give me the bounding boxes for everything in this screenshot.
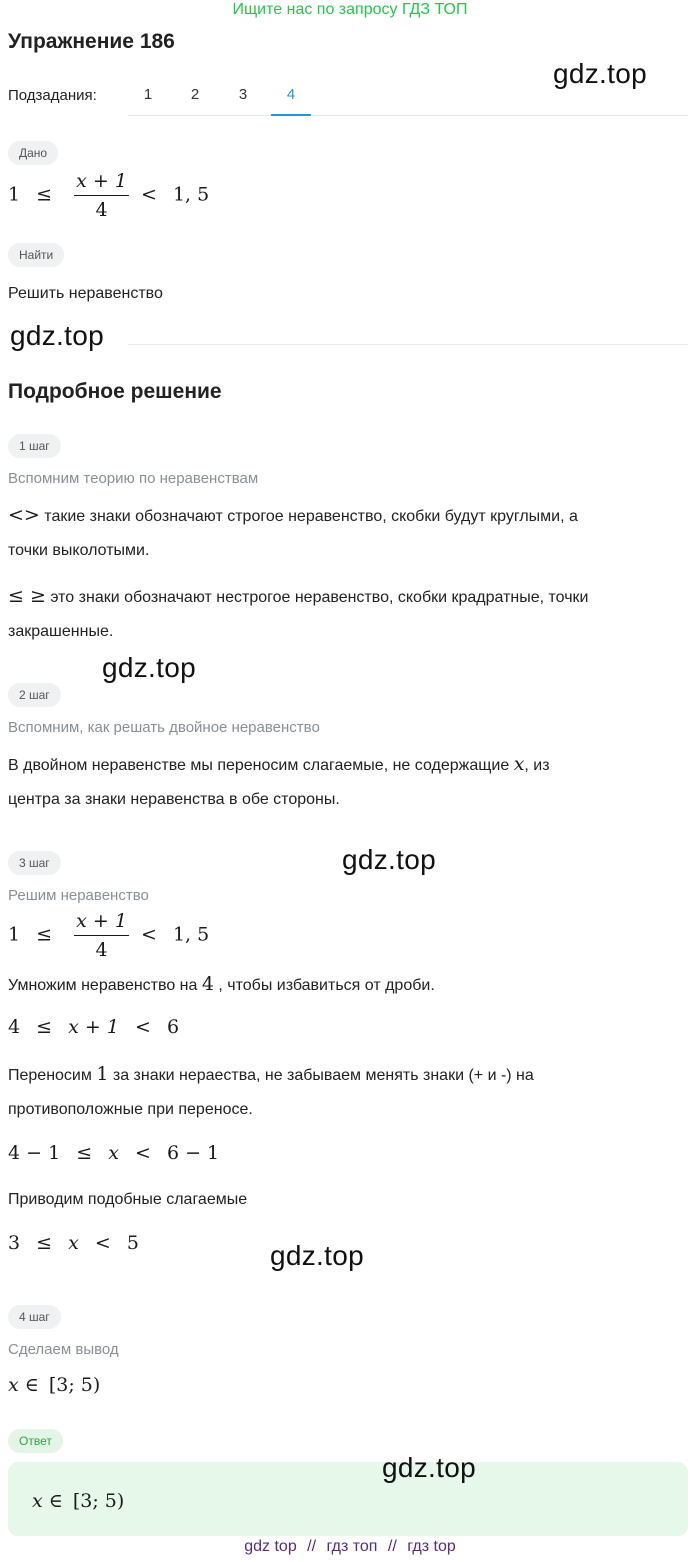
step-1-line-1-cont: точки выколотыми. <box>8 542 150 559</box>
step-3-move-text: Переносим 1 за знаки нераества, не забываем менять знаки (+ и -) на <box>8 1063 534 1085</box>
subtask-tab-3[interactable]: 3 <box>238 86 248 103</box>
footer-separator: // <box>307 1538 317 1555</box>
step-4-result: x ∈ [3; 5) <box>8 1374 101 1396</box>
step-1-pill: 1 шаг <box>8 434 61 458</box>
subtasks-label: Подзадания: <box>8 87 97 104</box>
divider <box>128 344 688 345</box>
page-title: Упражнение 186 <box>8 30 175 53</box>
subtask-tab-1[interactable]: 1 <box>143 86 153 103</box>
footer-separator: // <box>387 1538 397 1555</box>
watermark: gdz.top <box>382 1452 476 1483</box>
watermark: gdz.top <box>553 58 647 89</box>
step-3-inequality-2: 4 ≤ x + 1 < 6 <box>8 1016 180 1038</box>
footer-link-gdz-top[interactable]: gdz top <box>244 1538 297 1555</box>
top-banner[interactable]: Ищите нас по запросу ГДЗ ТОП <box>232 1 468 18</box>
step-2-pill: 2 шаг <box>8 683 61 707</box>
step-3-simplify-text: Приводим подобные слагаемые <box>8 1191 248 1208</box>
step-3-inequality-3: 4 − 1 ≤ x < 6 − 1 <box>8 1142 220 1164</box>
find-text: Решить неравенство <box>8 285 163 302</box>
find-pill: Найти <box>8 243 64 267</box>
watermark: gdz.top <box>102 652 196 683</box>
footer-link-gdz-top-ru[interactable]: гдз топ <box>326 1538 378 1555</box>
given-pill: Дано <box>8 141 58 165</box>
subtask-tab-2[interactable]: 2 <box>190 86 200 103</box>
answer-pill: Ответ <box>8 1429 63 1453</box>
step-2-line: В двойном неравенстве мы переносим слагаемые, не содержащие x, из <box>8 753 550 775</box>
watermark: gdz.top <box>342 844 436 875</box>
footer-link-gdz-top-mixed[interactable]: гдз top <box>407 1538 456 1555</box>
step-3-caption: Решим неравенство <box>8 887 149 904</box>
subtask-tabs <box>128 80 688 116</box>
given-inequality: 1 ≤ $\frac{x + 1}{4}$ < 1, 5 <box>8 170 210 221</box>
step-1-caption: Вспомним теорию по неравенствам <box>8 470 259 487</box>
step-2-line-cont: центра за знаки неравенства в обе стороны. <box>8 791 340 808</box>
step-1-line-1: <> такие знаки обозначают строгое неравенство, скобки будут круглыми, а <box>8 504 578 526</box>
footer-links <box>0 1538 700 1556</box>
watermark: gdz.top <box>10 320 104 351</box>
step-3-inequality-1: 1 ≤ $\frac{x + 1}{4}$ < 1, 5 <box>8 910 210 961</box>
step-3-move-text-cont: противоположные при переносе. <box>8 1101 253 1118</box>
step-1-line-2-cont: закрашенные. <box>8 623 114 640</box>
step-4-pill: 4 шаг <box>8 1305 61 1329</box>
step-3-pill: 3 шаг <box>8 851 61 875</box>
answer-result: x ∈ [3; 5) <box>32 1490 125 1512</box>
step-3-inequality-4: 3 ≤ x < 5 <box>8 1232 139 1254</box>
step-3-multiply-text: Умножим неравенство на 4 , чтобы избавиться от дроби. <box>8 973 435 995</box>
solution-title: Подробное решение <box>8 380 222 403</box>
step-1-line-2: ≤ ≥ это знаки обозначают нестрогое неравенство, скобки крадратные, точки <box>8 585 589 607</box>
answer-box <box>8 1462 688 1536</box>
step-2-caption: Вспомним, как решать двойное неравенство <box>8 719 320 736</box>
watermark: gdz.top <box>270 1240 364 1271</box>
subtask-tab-4[interactable]: 4 <box>271 86 311 116</box>
step-4-caption: Сделаем вывод <box>8 1341 119 1358</box>
